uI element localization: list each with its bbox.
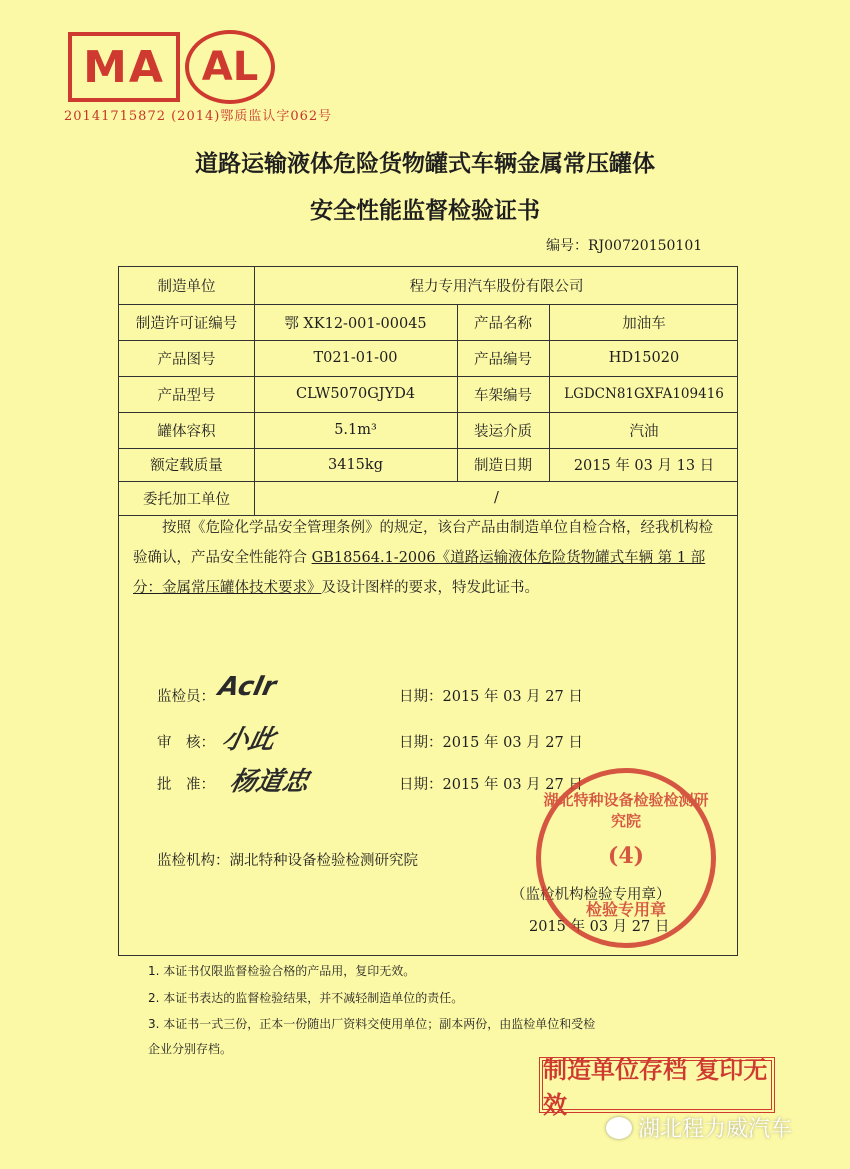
inspector-signature: Aclr bbox=[215, 672, 279, 702]
document-title-line1: 道路运输液体危险货物罐式车辆金属常压罐体 bbox=[195, 150, 655, 177]
statement-text-end: 及设计图样的要求，特发此证书。 bbox=[321, 580, 539, 596]
table-cell-label: 产品图号 bbox=[157, 351, 216, 368]
watermark-text: 湖北程力威汽车 bbox=[638, 1117, 793, 1142]
table-cell-label: 装运介质 bbox=[474, 423, 532, 440]
note-1: 1. 本证书仅限监督检验合格的产品用，复印无效。 bbox=[148, 964, 416, 978]
seal-number: (4) bbox=[607, 843, 645, 869]
institution-label: 监检机构：湖北特种设备检验检测研究院 bbox=[157, 853, 418, 869]
inspector-label: 监检员： bbox=[157, 689, 215, 705]
table-cell-label: 产品名称 bbox=[474, 315, 532, 332]
document-title-line2: 安全性能监督检验证书 bbox=[310, 197, 540, 224]
table-cell-value: 5.1m³ bbox=[334, 422, 377, 438]
table-cell-value: 2015 年 03 月 13 日 bbox=[573, 458, 715, 474]
reviewer-label: 审 核： bbox=[157, 735, 215, 751]
table-cell-label: 制造许可证编号 bbox=[135, 315, 238, 332]
table-cell-label: 罐体容积 bbox=[157, 423, 216, 440]
note-4: 企业分别存档。 bbox=[148, 1042, 233, 1056]
seal-date: 2015 年 03 月 27 日 bbox=[529, 919, 670, 935]
reviewer-date: 日期：2015 年 03 月 27 日 bbox=[399, 735, 583, 751]
wechat-icon bbox=[606, 1117, 632, 1139]
seal-caption: （监检机构检验专用章） bbox=[511, 887, 671, 903]
consign-label: 委托加工单位 bbox=[143, 491, 230, 508]
table-cell-value: T021-01-00 bbox=[313, 350, 398, 366]
table-cell-value: 加油车 bbox=[622, 315, 666, 332]
table-cell-value: 鄂 XK12-001-00045 bbox=[284, 315, 427, 332]
table-cell-label: 产品型号 bbox=[157, 387, 216, 404]
table-cell-label: 额定载质量 bbox=[150, 458, 223, 474]
note-3: 3. 本证书一式三份，正本一份随出厂资料交使用单位；副本两份，由监检单位和受检 bbox=[148, 1017, 596, 1031]
watermark bbox=[606, 1112, 792, 1143]
reviewer-signature: 小此 bbox=[219, 725, 278, 755]
seal-ring-text: 湖北特种设备检验检测研究院 bbox=[543, 791, 709, 830]
table-cell-value: 3415kg bbox=[328, 456, 383, 473]
standard-reference: GB18564.1-2006《道路运输液体危险货物罐式车辆 第 1 部分：金属常压罐体技术要求》 bbox=[133, 550, 706, 596]
manufacturer-value: 程力专用汽车股份有限公司 bbox=[409, 279, 584, 295]
manufacturer-label: 制造单位 bbox=[157, 279, 216, 295]
certificate-serial: 编号：RJ00720150101 bbox=[546, 238, 703, 254]
table-cell-value: 汽油 bbox=[629, 423, 659, 440]
table-cell-value: CLW5070GJYD4 bbox=[295, 386, 416, 402]
approver-signature: 杨道忠 bbox=[227, 767, 312, 797]
inspection-seal bbox=[536, 768, 716, 948]
table-cell-value: HD15020 bbox=[608, 350, 680, 366]
table-cell-label: 产品编号 bbox=[474, 351, 532, 368]
note-2: 2. 本证书表达的监督检验结果，并不减轻制造单位的责任。 bbox=[148, 991, 464, 1005]
table-cell-label: 车架编号 bbox=[474, 387, 532, 404]
certificate-statement bbox=[133, 513, 725, 603]
archive-stamp: 制造单位存档 复印无效 bbox=[539, 1057, 775, 1113]
cal-stamp: AL bbox=[185, 30, 275, 104]
inspector-date: 日期：2015 年 03 月 27 日 bbox=[399, 689, 583, 705]
table-cell-label: 制造日期 bbox=[474, 458, 532, 474]
approver-label: 批 准： bbox=[157, 777, 215, 793]
consign-value: / bbox=[494, 490, 499, 506]
seal-bottom-text: 检验专用章 bbox=[585, 900, 666, 919]
table-cell-value: LGDCN81GXFA109416 bbox=[564, 386, 724, 402]
approver-date: 日期：2015 年 03 月 27 日 bbox=[399, 777, 583, 793]
statement-text: 按照《危险化学品安全管理条例》的规定，该台产品由制造单位自检合格，经我机构检验确认，产品安全性能符合 bbox=[133, 520, 713, 566]
accreditation-number: 20141715872 (2014)鄂质监认字062号 bbox=[64, 109, 333, 124]
ma-stamp: MA bbox=[68, 32, 180, 102]
